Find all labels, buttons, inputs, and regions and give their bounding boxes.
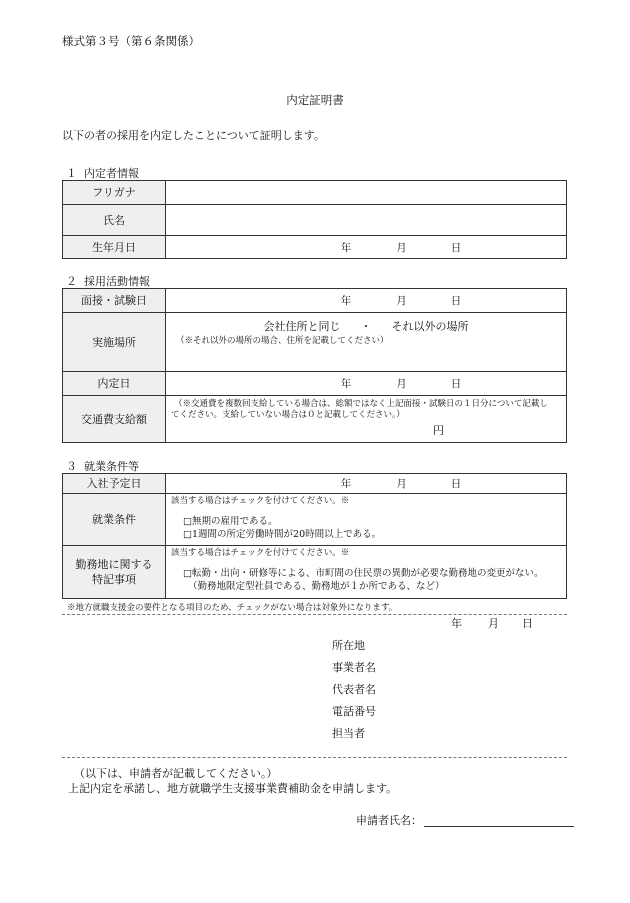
offer-date-label: 内定日 <box>63 372 166 396</box>
day-unit: 日 <box>450 478 462 490</box>
workplace-checkbox-1[interactable]: □転勤・出向・研修等による、市町間の住民票の異動が必要な勤務地の変更がない。 <box>183 568 544 579</box>
contact-person-label: 担当者 <box>332 727 365 740</box>
venue-field[interactable] <box>166 313 567 372</box>
document-title: 内定証明書 <box>286 93 344 107</box>
name-field[interactable] <box>166 205 567 236</box>
month-unit: 月 <box>488 617 499 630</box>
section-title: 内定者情報 <box>84 167 139 180</box>
birthdate-field[interactable] <box>166 236 567 259</box>
day-unit: 日 <box>450 295 462 307</box>
address-label: 所在地 <box>332 639 365 652</box>
employment-conditions-table <box>62 473 567 599</box>
workplace-label <box>63 546 166 599</box>
interview-date-field[interactable] <box>166 289 567 313</box>
sign-date[interactable] <box>451 615 533 631</box>
day-unit: 日 <box>522 617 533 630</box>
birthdate-label: 生年月日 <box>63 236 166 259</box>
applicant-consent: 上記内定を承諾し、地方就職学生支援事業費補助金を申請します。 <box>68 782 398 795</box>
applicant-name-field[interactable] <box>424 826 574 827</box>
furigana-field[interactable] <box>166 181 567 205</box>
month-unit: 月 <box>396 241 407 254</box>
section-1-heading <box>66 165 139 181</box>
year-unit: 年 <box>340 241 352 254</box>
divider <box>62 757 567 758</box>
workplace-label-line-1: 勤務地に関する <box>75 558 153 571</box>
transport-unit: 円 <box>433 424 444 437</box>
transport-label: 交通費支給額 <box>63 396 166 443</box>
employment-label: 就業条件 <box>63 494 166 546</box>
applicant-note: （以下は、申請者が記載してください。） <box>74 767 278 780</box>
offer-date-field[interactable] <box>166 372 567 396</box>
company-name-label: 事業者名 <box>332 661 376 674</box>
start-date-field[interactable] <box>166 474 567 494</box>
workplace-label-line-2: 特記事項 <box>92 573 136 586</box>
transport-note-2: てください。支給していない場合は０と記載してください。） <box>171 410 405 420</box>
applicant-info-table <box>62 180 567 259</box>
representative-label: 代表者名 <box>332 683 376 696</box>
section-3-heading <box>66 458 139 474</box>
employment-checkbox-2[interactable]: □1週間の所定労働時間が20時間以上である。 <box>183 529 382 540</box>
month-unit: 月 <box>396 295 407 307</box>
day-unit: 日 <box>450 378 462 390</box>
month-unit: 月 <box>396 478 407 490</box>
transport-field[interactable] <box>166 396 567 443</box>
section-title: 採用活動情報 <box>84 275 150 288</box>
venue-label: 実施場所 <box>63 313 166 372</box>
start-date-label: 入社予定日 <box>63 474 166 494</box>
footnote: ※地方就職支援金の要件となる項目のため、チェックがない場合は対象外になります。 <box>67 603 398 613</box>
applicant-name-label: 申請者氏名： <box>356 814 422 827</box>
form-number: 様式第３号（第６条関係） <box>62 34 200 48</box>
furigana-label: フリガナ <box>63 181 166 205</box>
intro-text: 以下の者の採用を内定したことについて証明します。 <box>62 129 325 142</box>
phone-label: 電話番号 <box>332 705 376 718</box>
section-number: １ <box>66 167 77 180</box>
name-label: 氏名 <box>63 205 166 236</box>
workplace-checkbox-note: （勤務地限定型社員である、勤務地が１か所である、など） <box>188 581 445 592</box>
employment-field <box>166 494 567 546</box>
section-title: 就業条件等 <box>84 460 139 473</box>
year-unit: 年 <box>340 295 352 307</box>
section-number: ３ <box>66 460 77 473</box>
check-instruction: 該当する場合はチェックを付けてください。※ <box>171 548 350 558</box>
venue-option-other[interactable]: それ以外の場所 <box>391 320 469 333</box>
year-unit: 年 <box>451 617 462 630</box>
interview-date-label: 面接・試験日 <box>63 289 166 313</box>
section-number: ２ <box>66 275 77 288</box>
venue-option-same[interactable]: 会社住所と同じ <box>263 320 341 333</box>
section-2-heading <box>66 273 150 289</box>
venue-note: （※それ以外の場所の場合、住所を記載してください） <box>176 336 389 346</box>
transport-note-1: （※交通費を複数回支給している場合は、総額ではなく上記面接・試験日の１日分について記載し <box>174 399 548 409</box>
year-unit: 年 <box>340 378 352 390</box>
recruitment-info-table <box>62 288 567 443</box>
month-unit: 月 <box>396 378 407 390</box>
day-unit: 日 <box>450 241 462 254</box>
employment-checkbox-1[interactable]: □無期の雇用である。 <box>183 516 278 527</box>
workplace-field <box>166 546 567 599</box>
check-instruction: 該当する場合はチェックを付けてください。※ <box>171 496 350 506</box>
venue-separator: ・ <box>360 320 372 333</box>
year-unit: 年 <box>340 478 352 490</box>
